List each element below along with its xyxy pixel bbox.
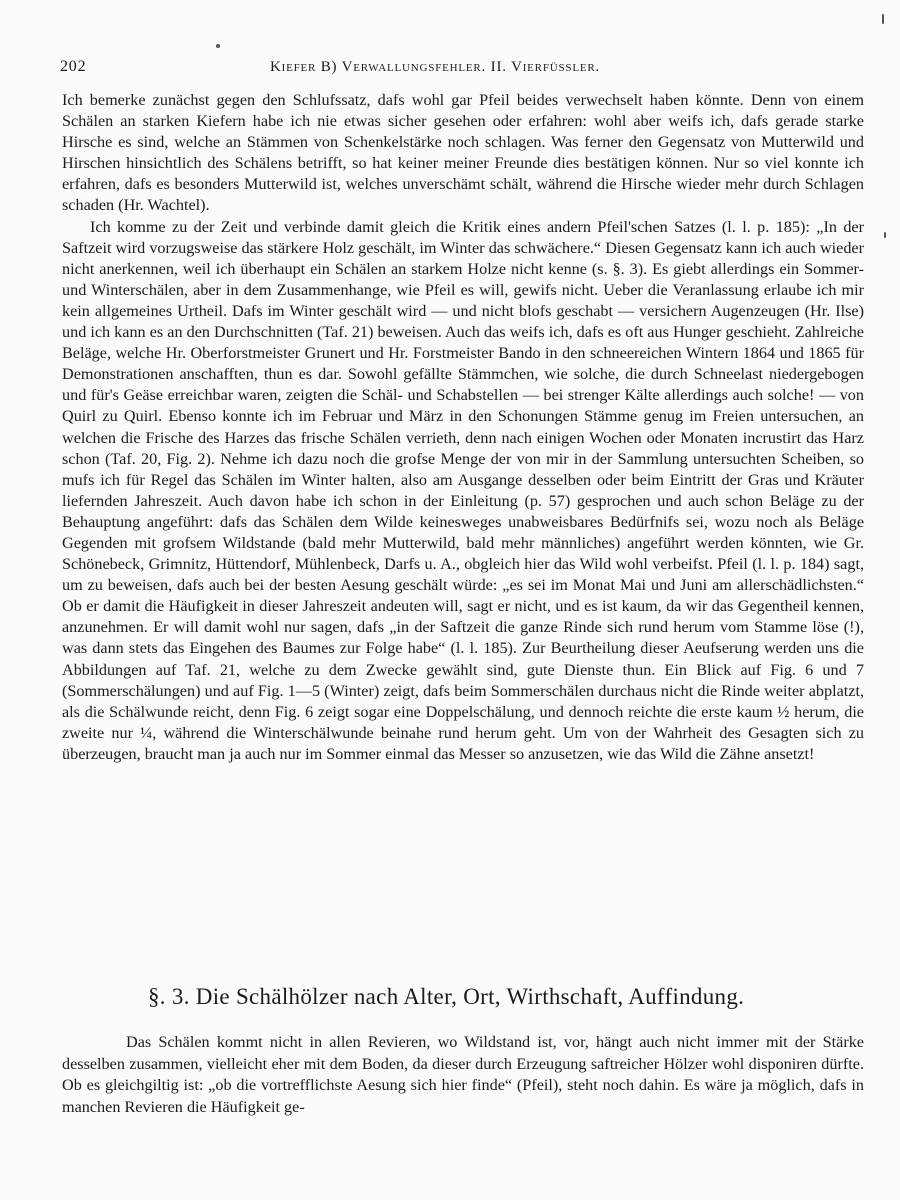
print-speck (884, 232, 886, 238)
print-speck (216, 44, 220, 48)
section-paragraph: Das Schälen kommt nicht in allen Revieren, wo Wildstand ist, vor, hängt auch nicht immer mit der Stärke desselben zusammen, vielleicht eher mit dem Boden, da dieser durch Erzeugung saftreicher Hölzer wohl disponiren dürfte. Ob es gleichgiltig ist: „ob die vortrefflichste Aesung sich hier finde“ (Pfeil), steht noch dahin. Es wäre ja möglich, dafs in manchen Revieren die Häufigkeit ge- (62, 1033, 864, 1116)
running-title: Kiefer B) Verwallungsfehler. II. Vierfüssler. (270, 59, 601, 75)
body-text (62, 90, 864, 765)
print-speck (882, 14, 884, 24)
paragraph: Ich bemerke zunächst gegen den Schlufssatz, dafs wohl gar Pfeil beides verwechselt haben könnte. Denn von einem Schälen an starken Kiefern habe ich nie etwas sicher gesehen oder erfahren: wohl aber weifs ich, dafs gerade starke Hirsche es sind, welche an Stämmen von Schenkelstärke noch schlagen. Was ferner den Gegensatz von Mutterwild und Hirschen hinsichtlich des Schälens betrifft, so hat keiner meiner Freunde dies bestätigen können. Nur so viel konnte ich erfahren, dafs es besonders Mutterwild ist, welches unverschämt schält, während die Hirsche wieder mehr durch Schlagen schaden (Hr. Wachtel). (62, 91, 864, 215)
section-heading: §. 3. Die Schälhölzer nach Alter, Ort, Wirthschaft, Auffindung. (148, 984, 745, 1009)
page-number: 202 (60, 58, 87, 75)
paragraph: Ich komme zu der Zeit und verbinde damit gleich die Kritik eines andern Pfeil'schen Satzes (l. l. p. 185): „In der Saftzeit wird vorzugsweise das stärkere Holz geschält, im Winter das schwächere.“ Diesen Gegensatz kann ich auch wieder nicht anerkennen, weil ich überhaupt ein Schälen an starkem Holze nicht kenne (s. §. 3). Es giebt allerdings ein Sommer- und Winterschälen, aber in dem Zusammenhange, wie Pfeil es will, gewifs nicht. Ueber die Veranlassung erlaube ich mir kein allgemeines Urtheil. Dafs im Winter geschält wird — und nicht blofs geschabt — versichern Augenzeugen (Hr. Ilse) und ich kann es an den Durchschnitten (Taf. 21) beweisen. Auch das weifs ich, dafs es oft aus Hunger geschieht. Zahlreiche Beläge, welche Hr. Oberforstmeister Grunert und Hr. Forstmeister Bando in den schneereichen Wintern 1864 und 1865 für Demonstrationen anschafften, thun es dar. Sowohl gefällte Stämmchen, wie solche, die durch Schneelast niedergebogen und für's Geäse erreichbar waren, zeigten die Schäl- und Schabstellen — bei strenger Kälte allerdings auch solche! — von Quirl zu Quirl. Ebenso konnte ich im Februar und März in den Schonungen Stämme genug im Freien untersuchen, an welchen die Frische des Harzes das frische Schälen verrieth, denn nach einigen Wochen oder Monaten incrustirt das Harz schon (Taf. 20, Fig. 2). Nehme ich dazu noch die grofse Menge der von mir in der Sammlung untersuchten Scheiben, so mufs ich für Regel das Schälen im Winter halten, also am Ausgange desselben oder beim Eintritt der Gras und Kräuter liefernden Jahreszeit. Auch davon habe ich schon in der Einleitung (p. 57) gesprochen und auch schon Beläge zu der Behauptung angeführt: dafs das Schälen dem Wilde keinesweges unabweisbares Bedürfnifs sei, wozu noch als Beläge Gegenden mit grofsem Wildstande (bald mehr Mutterwild, bald mehr männliches) angeführt werden könnten, wie Gr. Schönebeck, Grimnitz, Hüttendorf, Mühlenbeck, Darfs u. A., obgleich hier das Wild wohl verbeifst. Pfeil (l. l. p. 184) sagt, um zu beweisen, dafs auch bei der besten Aesung geschält würde: „es sei im Monat Mai und Juni am allerschädlichsten.“ Ob er damit die Häufigkeit in dieser Jahreszeit andeuten will, sagt er nicht, und es ist kaum, da wir das Gegentheil kennen, anzunehmen. Er will damit wohl nur sagen, dafs „in der Saftzeit die ganze Rinde sich rund herum vom Stamme löse (!), was dann stets das Eingehen des Baumes zur Folge habe“ (l. l. 185). Zur Beurtheilung dieser Aeufserung werden uns die Abbildungen auf Taf. 21, welche zu dem Zwecke gewählt sind, gute Dienste thun. Ein Blick auf Fig. 6 und 7 (Sommerschälungen) und auf Fig. 1—5 (Winter) zeigt, dafs beim Sommerschälen durchaus nicht die Rinde weiter abplatzt, als die Schälwunde reicht, denn Fig. 6 zeigt sogar eine Doppelschälung, und dennoch reichte die erste kaum ½ herum, die zweite nur ¼, während die Winterschälwunde beinahe rund herum geht. Um von der Wahrheit des Gesagten sich zu überzeugen, braucht man ja auch nur im Sommer einmal das Messer so anzusetzen, wie das Wild die Zähne ansetzt! (62, 217, 864, 763)
running-head (60, 58, 850, 82)
